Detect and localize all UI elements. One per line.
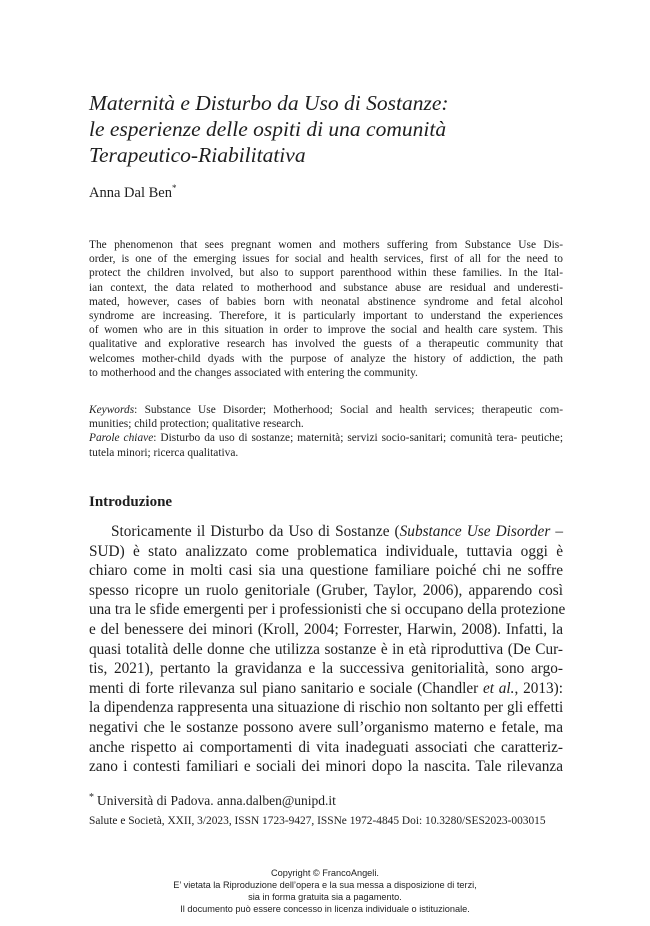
body-line (89, 679, 563, 699)
title-line: Maternità e Disturbo da Uso di Sostanze: (89, 91, 449, 115)
abstract-line: order, is one of the emerging issues for social and health services, first of all for the need to (89, 253, 563, 266)
keywords-label: Keywords (89, 404, 135, 416)
keywords-block (89, 403, 563, 460)
body-line: una tra le sfide emergenti per i professionisti che si occupano della protezione (89, 601, 566, 619)
abstract-line: welcomes mother-child dyads with the purpose of analyze the history of addiction, the path (89, 352, 563, 365)
parole-chiave-label: Parole chiave (89, 432, 154, 445)
copyright-line: Copyright © FrancoAngeli. (271, 868, 379, 878)
footnote-mark: * (89, 792, 94, 803)
body-line: tis, 2021), pertanto la gravidanza e la successiva genitorialità, sono argo- (89, 660, 563, 678)
copyright-notice (0, 867, 650, 915)
body-text-fragment: Storicamente il Disturbo da Uso di Sostanze ( (111, 523, 400, 540)
section-heading: Introduzione (89, 494, 173, 510)
copyright-line: Il documento può essere concesso in licenza individuale o istituzionale. (180, 904, 470, 914)
author-name: Anna Dal Ben (89, 185, 172, 201)
body-text-fragment: menti di forte rilevanza sul piano sanitario e sociale (Chandler (89, 679, 483, 697)
author (89, 183, 176, 202)
title-line: le esperienze delle ospiti di una comunità (89, 117, 447, 141)
body-line: anche rispetto ai comportamenti di vita inadeguati associati che caratteriz- (89, 738, 563, 756)
body-line: spesso ricopre un ruolo genitoriale (Gruber, Taylor, 2006), apparendo così (89, 581, 563, 599)
abstract-line: qualitative and explorative research has involved the guests of a therapeutic community that (89, 338, 563, 351)
keywords (89, 403, 563, 431)
abstract-line: ian context, the data related to motherhood and substance abuse are residual and underesti- (89, 281, 563, 294)
article-title (89, 90, 569, 168)
body-line: la dipendenza rappresenta una situazione di rischio non soltanto per gli effetti (89, 699, 564, 717)
abstract-line: protect the children involved, but also to support parenthood within these families. In the Ital- (89, 267, 563, 280)
body-line: e del benessere dei minori (Kroll, 2004; Forrester, Harwin, 2008). Infatti, la (89, 620, 563, 638)
body-line: SUD) è stato analizzato come problematica individuale, tuttavia oggi è (89, 542, 563, 560)
body-italic: Substance Use Disorder (399, 523, 551, 540)
body-line: quasi totalità delle donne che utilizza sostanze è in età riproduttiva (De Cur- (89, 640, 563, 658)
body-line (89, 522, 563, 542)
copyright-line: sia in forma gratuita sia a pagamento. (248, 892, 402, 902)
abstract-line: mated, however, cases of babies born with neonatal abstinence syndrome and fetal alcohol (89, 295, 563, 308)
body-text-fragment: , 2013): (514, 679, 564, 697)
footnote-text: Università di Padova. anna.dalben@unipd.it (97, 793, 336, 808)
keywords-text: : Substance Use Disorder; Motherhood; Social and health services; therapeutic com- munities; child protection; qualitative research. (89, 404, 563, 431)
abstract-line: of women who are in this situation in order to improve the social and health care system. This (89, 324, 563, 337)
body-text-fragment: – (550, 523, 563, 540)
title-line: Terapeutico-Riabilitativa (89, 143, 306, 167)
copyright-line: E’ vietata la Riproduzione dell’opera e la sua messa a disposizione di terzi, (173, 880, 477, 890)
author-footnote-mark: * (171, 183, 177, 193)
body-italic: et al. (482, 679, 515, 697)
abstract (89, 238, 563, 380)
body-line: chiaro come in molti casi sia una questione familiare poiché chi ne soffre (89, 562, 563, 580)
abstract-line: syndrome are increasing. Therefore, it is particularly important to understand the experiences (89, 310, 563, 323)
abstract-line: The phenomenon that sees pregnant women and mothers suffering from Substance Use Dis- (89, 239, 563, 251)
abstract-line: to motherhood and the changes associated with entering the community. (89, 366, 418, 379)
parole-chiave (89, 431, 563, 459)
body-line: zano i contesti familiari e sociali dei minori dopo la nascita. Tale rilevanza (89, 758, 563, 776)
journal-info: Salute e Società, XXII, 3/2023, ISSN 1723-9427, ISSNe 1972-4845 Doi: 10.3280/SES2023-003015 (89, 815, 546, 827)
footnote (89, 792, 336, 809)
parole-chiave-text: : Disturbo da uso di sostanze; maternità; servizi socio-sanitari; comunità tera- peutiche; tutela minori; ricerca qualitativa. (89, 432, 564, 459)
body-text (89, 522, 566, 777)
body-line: negativi che le sostanze possono avere sull’organismo materno e fetale, ma (89, 718, 563, 736)
